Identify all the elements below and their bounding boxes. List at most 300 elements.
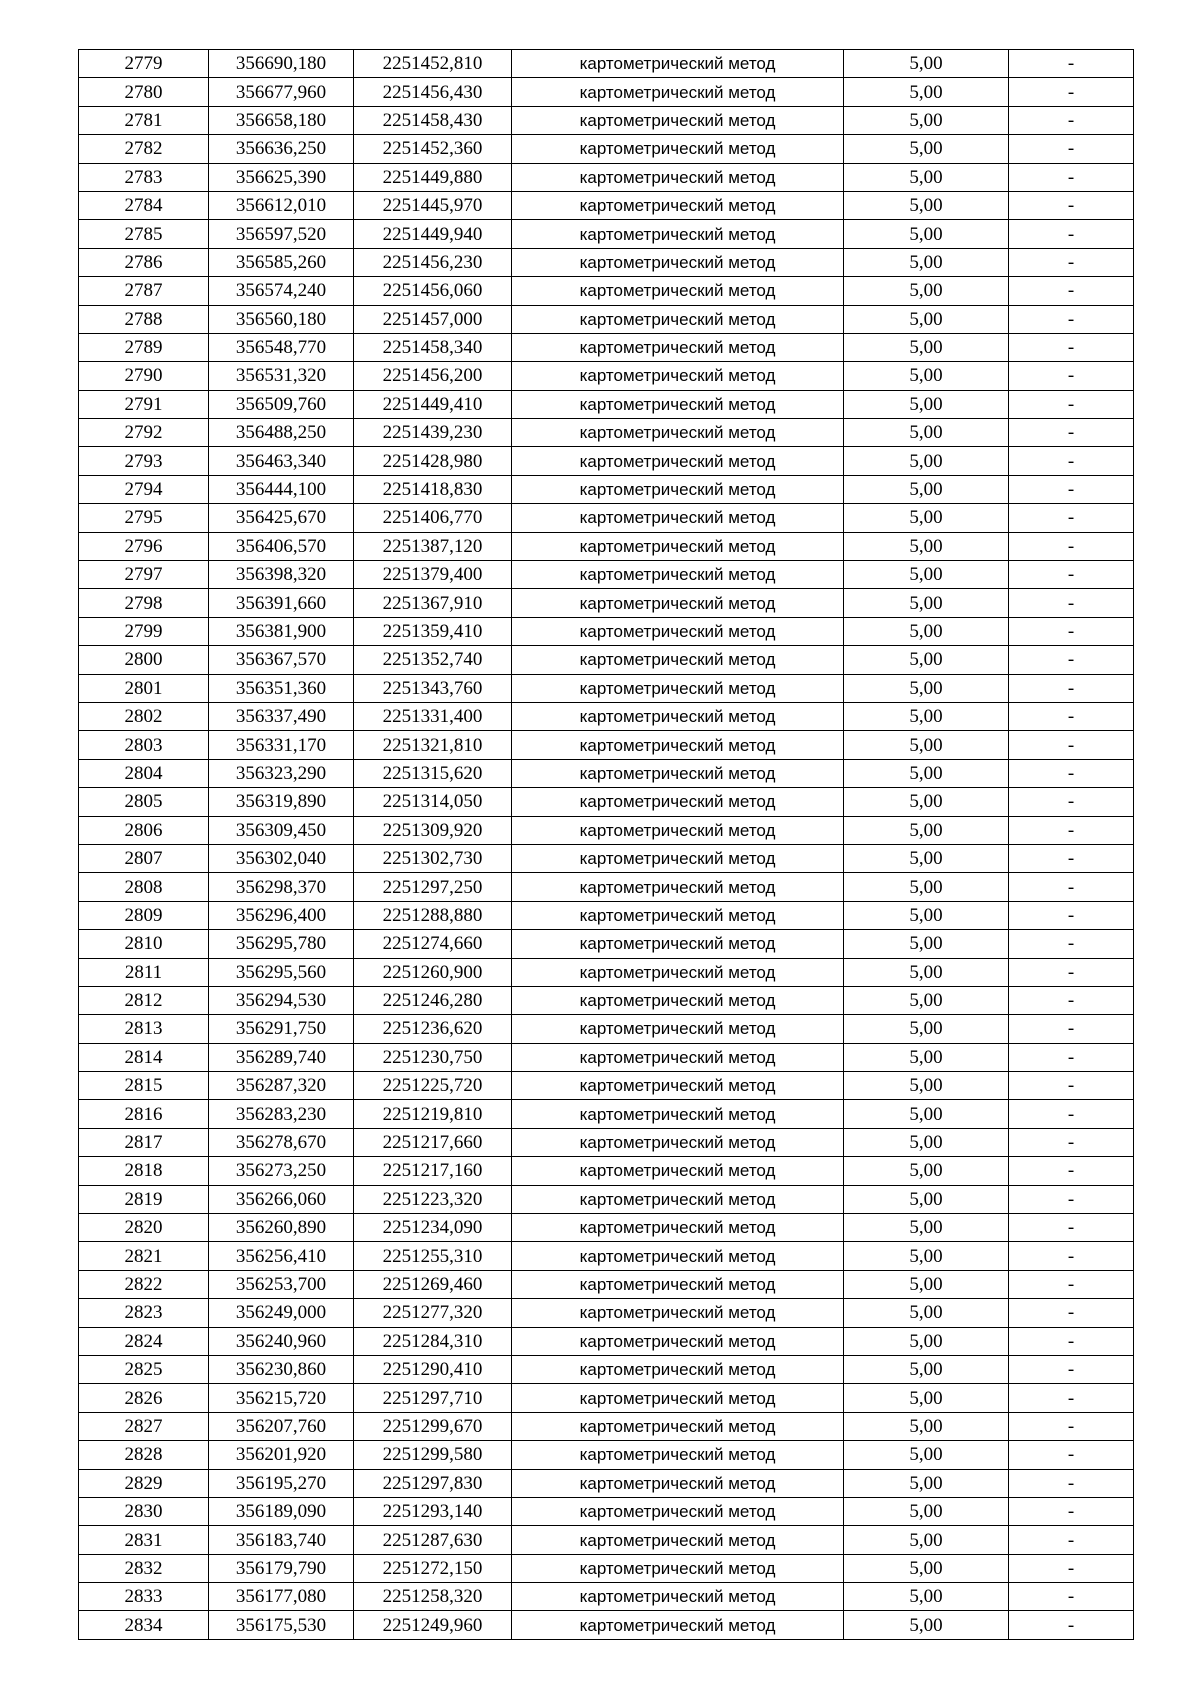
method-cell: картометрический метод	[512, 1327, 844, 1355]
point-number-cell: 2821	[79, 1242, 209, 1270]
y-coordinate-cell: 2251277,320	[354, 1299, 512, 1327]
method-cell: картометрический метод	[512, 1526, 844, 1554]
note-cell: -	[1009, 1526, 1134, 1554]
point-number-cell: 2780	[79, 78, 209, 106]
table-row	[79, 958, 1134, 986]
point-number-cell: 2826	[79, 1384, 209, 1412]
x-coordinate-cell: 356287,320	[209, 1072, 354, 1100]
note-cell: -	[1009, 702, 1134, 730]
table-row	[79, 674, 1134, 702]
note-cell: -	[1009, 78, 1134, 106]
method-cell: картометрический метод	[512, 986, 844, 1014]
point-number-cell: 2814	[79, 1043, 209, 1071]
table-row	[79, 135, 1134, 163]
method-cell: картометрический метод	[512, 390, 844, 418]
method-cell: картометрический метод	[512, 1497, 844, 1525]
note-cell: -	[1009, 731, 1134, 759]
note-cell: -	[1009, 1299, 1134, 1327]
y-coordinate-cell: 2251288,880	[354, 901, 512, 929]
accuracy-cell: 5,00	[844, 901, 1009, 929]
note-cell: -	[1009, 50, 1134, 78]
y-coordinate-cell: 2251458,340	[354, 333, 512, 361]
table-row	[79, 163, 1134, 191]
y-coordinate-cell: 2251299,580	[354, 1441, 512, 1469]
method-cell: картометрический метод	[512, 1100, 844, 1128]
accuracy-cell: 5,00	[844, 1128, 1009, 1156]
point-number-cell: 2803	[79, 731, 209, 759]
note-cell: -	[1009, 1355, 1134, 1383]
accuracy-cell: 5,00	[844, 561, 1009, 589]
note-cell: -	[1009, 674, 1134, 702]
point-number-cell: 2804	[79, 759, 209, 787]
note-cell: -	[1009, 106, 1134, 134]
x-coordinate-cell: 356183,740	[209, 1526, 354, 1554]
x-coordinate-cell: 356201,920	[209, 1441, 354, 1469]
accuracy-cell: 5,00	[844, 1611, 1009, 1639]
y-coordinate-cell: 2251302,730	[354, 844, 512, 872]
x-coordinate-cell: 356296,400	[209, 901, 354, 929]
note-cell: -	[1009, 1157, 1134, 1185]
point-number-cell: 2797	[79, 561, 209, 589]
method-cell: картометрический метод	[512, 1355, 844, 1383]
y-coordinate-cell: 2251331,400	[354, 702, 512, 730]
accuracy-cell: 5,00	[844, 1214, 1009, 1242]
accuracy-cell: 5,00	[844, 1554, 1009, 1582]
y-coordinate-cell: 2251223,320	[354, 1185, 512, 1213]
point-number-cell: 2834	[79, 1611, 209, 1639]
accuracy-cell: 5,00	[844, 447, 1009, 475]
method-cell: картометрический метод	[512, 1185, 844, 1213]
method-cell: картометрический метод	[512, 333, 844, 361]
x-coordinate-cell: 356331,170	[209, 731, 354, 759]
coordinates-table-body	[79, 50, 1134, 1640]
table-row	[79, 930, 1134, 958]
method-cell: картометрический метод	[512, 1583, 844, 1611]
accuracy-cell: 5,00	[844, 135, 1009, 163]
note-cell: -	[1009, 248, 1134, 276]
method-cell: картометрический метод	[512, 901, 844, 929]
y-coordinate-cell: 2251457,000	[354, 305, 512, 333]
y-coordinate-cell: 2251297,830	[354, 1469, 512, 1497]
method-cell: картометрический метод	[512, 163, 844, 191]
y-coordinate-cell: 2251456,430	[354, 78, 512, 106]
y-coordinate-cell: 2251260,900	[354, 958, 512, 986]
x-coordinate-cell: 356625,390	[209, 163, 354, 191]
x-coordinate-cell: 356289,740	[209, 1043, 354, 1071]
point-number-cell: 2807	[79, 844, 209, 872]
x-coordinate-cell: 356309,450	[209, 816, 354, 844]
note-cell: -	[1009, 277, 1134, 305]
method-cell: картометрический метод	[512, 50, 844, 78]
x-coordinate-cell: 356381,900	[209, 617, 354, 645]
note-cell: -	[1009, 1583, 1134, 1611]
x-coordinate-cell: 356612,010	[209, 191, 354, 219]
note-cell: -	[1009, 1469, 1134, 1497]
method-cell: картометрический метод	[512, 447, 844, 475]
y-coordinate-cell: 2251406,770	[354, 504, 512, 532]
accuracy-cell: 5,00	[844, 702, 1009, 730]
x-coordinate-cell: 356406,570	[209, 532, 354, 560]
accuracy-cell: 5,00	[844, 844, 1009, 872]
accuracy-cell: 5,00	[844, 191, 1009, 219]
table-row	[79, 1015, 1134, 1043]
point-number-cell: 2795	[79, 504, 209, 532]
y-coordinate-cell: 2251269,460	[354, 1270, 512, 1298]
accuracy-cell: 5,00	[844, 1583, 1009, 1611]
note-cell: -	[1009, 1412, 1134, 1440]
y-coordinate-cell: 2251272,150	[354, 1554, 512, 1582]
note-cell: -	[1009, 305, 1134, 333]
x-coordinate-cell: 356444,100	[209, 475, 354, 503]
table-row	[79, 305, 1134, 333]
note-cell: -	[1009, 1100, 1134, 1128]
accuracy-cell: 5,00	[844, 1412, 1009, 1440]
table-row	[79, 1441, 1134, 1469]
accuracy-cell: 5,00	[844, 504, 1009, 532]
method-cell: картометрический метод	[512, 419, 844, 447]
table-row	[79, 788, 1134, 816]
note-cell: -	[1009, 986, 1134, 1014]
table-row	[79, 1355, 1134, 1383]
accuracy-cell: 5,00	[844, 589, 1009, 617]
accuracy-cell: 5,00	[844, 788, 1009, 816]
y-coordinate-cell: 2251274,660	[354, 930, 512, 958]
x-coordinate-cell: 356189,090	[209, 1497, 354, 1525]
point-number-cell: 2791	[79, 390, 209, 418]
x-coordinate-cell: 356302,040	[209, 844, 354, 872]
note-cell: -	[1009, 958, 1134, 986]
y-coordinate-cell: 2251290,410	[354, 1355, 512, 1383]
y-coordinate-cell: 2251343,760	[354, 674, 512, 702]
x-coordinate-cell: 356351,360	[209, 674, 354, 702]
table-row	[79, 901, 1134, 929]
note-cell: -	[1009, 1242, 1134, 1270]
x-coordinate-cell: 356398,320	[209, 561, 354, 589]
y-coordinate-cell: 2251234,090	[354, 1214, 512, 1242]
accuracy-cell: 5,00	[844, 1072, 1009, 1100]
point-number-cell: 2790	[79, 362, 209, 390]
table-row	[79, 248, 1134, 276]
note-cell: -	[1009, 617, 1134, 645]
table-row	[79, 1469, 1134, 1497]
accuracy-cell: 5,00	[844, 163, 1009, 191]
accuracy-cell: 5,00	[844, 816, 1009, 844]
x-coordinate-cell: 356677,960	[209, 78, 354, 106]
note-cell: -	[1009, 1327, 1134, 1355]
y-coordinate-cell: 2251230,750	[354, 1043, 512, 1071]
coordinates-table	[78, 49, 1134, 1640]
accuracy-cell: 5,00	[844, 1242, 1009, 1270]
point-number-cell: 2811	[79, 958, 209, 986]
point-number-cell: 2785	[79, 220, 209, 248]
note-cell: -	[1009, 135, 1134, 163]
y-coordinate-cell: 2251246,280	[354, 986, 512, 1014]
method-cell: картометрический метод	[512, 731, 844, 759]
table-row	[79, 844, 1134, 872]
accuracy-cell: 5,00	[844, 419, 1009, 447]
table-row	[79, 390, 1134, 418]
accuracy-cell: 5,00	[844, 1043, 1009, 1071]
accuracy-cell: 5,00	[844, 1270, 1009, 1298]
point-number-cell: 2823	[79, 1299, 209, 1327]
y-coordinate-cell: 2251449,410	[354, 390, 512, 418]
y-coordinate-cell: 2251439,230	[354, 419, 512, 447]
table-row	[79, 1526, 1134, 1554]
method-cell: картометрический метод	[512, 646, 844, 674]
method-cell: картометрический метод	[512, 475, 844, 503]
x-coordinate-cell: 356294,530	[209, 986, 354, 1014]
y-coordinate-cell: 2251287,630	[354, 1526, 512, 1554]
note-cell: -	[1009, 1384, 1134, 1412]
x-coordinate-cell: 356179,790	[209, 1554, 354, 1582]
method-cell: картометрический метод	[512, 277, 844, 305]
y-coordinate-cell: 2251359,410	[354, 617, 512, 645]
y-coordinate-cell: 2251293,140	[354, 1497, 512, 1525]
accuracy-cell: 5,00	[844, 1526, 1009, 1554]
y-coordinate-cell: 2251219,810	[354, 1100, 512, 1128]
note-cell: -	[1009, 191, 1134, 219]
method-cell: картометрический метод	[512, 1441, 844, 1469]
accuracy-cell: 5,00	[844, 759, 1009, 787]
note-cell: -	[1009, 475, 1134, 503]
point-number-cell: 2818	[79, 1157, 209, 1185]
note-cell: -	[1009, 532, 1134, 560]
y-coordinate-cell: 2251449,940	[354, 220, 512, 248]
note-cell: -	[1009, 1270, 1134, 1298]
point-number-cell: 2817	[79, 1128, 209, 1156]
table-row	[79, 702, 1134, 730]
y-coordinate-cell: 2251452,360	[354, 135, 512, 163]
point-number-cell: 2819	[79, 1185, 209, 1213]
y-coordinate-cell: 2251225,720	[354, 1072, 512, 1100]
table-row	[79, 589, 1134, 617]
point-number-cell: 2808	[79, 873, 209, 901]
method-cell: картометрический метод	[512, 1214, 844, 1242]
method-cell: картометрический метод	[512, 1157, 844, 1185]
x-coordinate-cell: 356177,080	[209, 1583, 354, 1611]
note-cell: -	[1009, 646, 1134, 674]
table-row	[79, 759, 1134, 787]
point-number-cell: 2788	[79, 305, 209, 333]
point-number-cell: 2784	[79, 191, 209, 219]
point-number-cell: 2800	[79, 646, 209, 674]
point-number-cell: 2802	[79, 702, 209, 730]
accuracy-cell: 5,00	[844, 1327, 1009, 1355]
method-cell: картометрический метод	[512, 248, 844, 276]
note-cell: -	[1009, 1015, 1134, 1043]
accuracy-cell: 5,00	[844, 617, 1009, 645]
accuracy-cell: 5,00	[844, 873, 1009, 901]
table-row	[79, 1157, 1134, 1185]
note-cell: -	[1009, 362, 1134, 390]
point-number-cell: 2812	[79, 986, 209, 1014]
y-coordinate-cell: 2251456,230	[354, 248, 512, 276]
x-coordinate-cell: 356367,570	[209, 646, 354, 674]
method-cell: картометрический метод	[512, 504, 844, 532]
y-coordinate-cell: 2251258,320	[354, 1583, 512, 1611]
note-cell: -	[1009, 220, 1134, 248]
point-number-cell: 2828	[79, 1441, 209, 1469]
point-number-cell: 2831	[79, 1526, 209, 1554]
x-coordinate-cell: 356230,860	[209, 1355, 354, 1383]
x-coordinate-cell: 356240,960	[209, 1327, 354, 1355]
table-row	[79, 816, 1134, 844]
note-cell: -	[1009, 1214, 1134, 1242]
y-coordinate-cell: 2251236,620	[354, 1015, 512, 1043]
note-cell: -	[1009, 901, 1134, 929]
point-number-cell: 2815	[79, 1072, 209, 1100]
note-cell: -	[1009, 504, 1134, 532]
method-cell: картометрический метод	[512, 844, 844, 872]
y-coordinate-cell: 2251217,660	[354, 1128, 512, 1156]
point-number-cell: 2813	[79, 1015, 209, 1043]
accuracy-cell: 5,00	[844, 1015, 1009, 1043]
note-cell: -	[1009, 589, 1134, 617]
y-coordinate-cell: 2251452,810	[354, 50, 512, 78]
accuracy-cell: 5,00	[844, 333, 1009, 361]
accuracy-cell: 5,00	[844, 1469, 1009, 1497]
point-number-cell: 2833	[79, 1583, 209, 1611]
note-cell: -	[1009, 390, 1134, 418]
table-row	[79, 106, 1134, 134]
y-coordinate-cell: 2251458,430	[354, 106, 512, 134]
accuracy-cell: 5,00	[844, 475, 1009, 503]
accuracy-cell: 5,00	[844, 305, 1009, 333]
x-coordinate-cell: 356278,670	[209, 1128, 354, 1156]
x-coordinate-cell: 356658,180	[209, 106, 354, 134]
point-number-cell: 2816	[79, 1100, 209, 1128]
x-coordinate-cell: 356256,410	[209, 1242, 354, 1270]
point-number-cell: 2786	[79, 248, 209, 276]
table-row	[79, 1043, 1134, 1071]
note-cell: -	[1009, 1128, 1134, 1156]
note-cell: -	[1009, 1072, 1134, 1100]
y-coordinate-cell: 2251456,200	[354, 362, 512, 390]
method-cell: картометрический метод	[512, 873, 844, 901]
x-coordinate-cell: 356195,270	[209, 1469, 354, 1497]
y-coordinate-cell: 2251387,120	[354, 532, 512, 560]
x-coordinate-cell: 356463,340	[209, 447, 354, 475]
method-cell: картометрический метод	[512, 1242, 844, 1270]
x-coordinate-cell: 356298,370	[209, 873, 354, 901]
method-cell: картометрический метод	[512, 1015, 844, 1043]
method-cell: картометрический метод	[512, 191, 844, 219]
x-coordinate-cell: 356249,000	[209, 1299, 354, 1327]
y-coordinate-cell: 2251255,310	[354, 1242, 512, 1270]
point-number-cell: 2796	[79, 532, 209, 560]
table-row	[79, 1554, 1134, 1582]
point-number-cell: 2789	[79, 333, 209, 361]
point-number-cell: 2792	[79, 419, 209, 447]
table-row	[79, 986, 1134, 1014]
x-coordinate-cell: 356266,060	[209, 1185, 354, 1213]
x-coordinate-cell: 356560,180	[209, 305, 354, 333]
point-number-cell: 2781	[79, 106, 209, 134]
table-row	[79, 78, 1134, 106]
accuracy-cell: 5,00	[844, 958, 1009, 986]
point-number-cell: 2794	[79, 475, 209, 503]
point-number-cell: 2809	[79, 901, 209, 929]
x-coordinate-cell: 356175,530	[209, 1611, 354, 1639]
y-coordinate-cell: 2251352,740	[354, 646, 512, 674]
x-coordinate-cell: 356585,260	[209, 248, 354, 276]
method-cell: картометрический метод	[512, 1128, 844, 1156]
table-row	[79, 1214, 1134, 1242]
method-cell: картометрический метод	[512, 1412, 844, 1440]
method-cell: картометрический метод	[512, 1270, 844, 1298]
accuracy-cell: 5,00	[844, 1355, 1009, 1383]
point-number-cell: 2805	[79, 788, 209, 816]
method-cell: картометрический метод	[512, 1384, 844, 1412]
y-coordinate-cell: 2251284,310	[354, 1327, 512, 1355]
x-coordinate-cell: 356597,520	[209, 220, 354, 248]
y-coordinate-cell: 2251297,710	[354, 1384, 512, 1412]
accuracy-cell: 5,00	[844, 674, 1009, 702]
note-cell: -	[1009, 447, 1134, 475]
note-cell: -	[1009, 561, 1134, 589]
table-row	[79, 1128, 1134, 1156]
table-row	[79, 1299, 1134, 1327]
accuracy-cell: 5,00	[844, 646, 1009, 674]
table-row	[79, 646, 1134, 674]
table-row	[79, 419, 1134, 447]
accuracy-cell: 5,00	[844, 930, 1009, 958]
method-cell: картометрический метод	[512, 759, 844, 787]
x-coordinate-cell: 356253,700	[209, 1270, 354, 1298]
y-coordinate-cell: 2251456,060	[354, 277, 512, 305]
method-cell: картометрический метод	[512, 930, 844, 958]
accuracy-cell: 5,00	[844, 1441, 1009, 1469]
accuracy-cell: 5,00	[844, 1384, 1009, 1412]
method-cell: картометрический метод	[512, 1299, 844, 1327]
note-cell: -	[1009, 333, 1134, 361]
y-coordinate-cell: 2251217,160	[354, 1157, 512, 1185]
x-coordinate-cell: 356260,890	[209, 1214, 354, 1242]
y-coordinate-cell: 2251315,620	[354, 759, 512, 787]
table-row	[79, 1497, 1134, 1525]
table-row	[79, 731, 1134, 759]
x-coordinate-cell: 356690,180	[209, 50, 354, 78]
accuracy-cell: 5,00	[844, 277, 1009, 305]
x-coordinate-cell: 356283,230	[209, 1100, 354, 1128]
accuracy-cell: 5,00	[844, 532, 1009, 560]
method-cell: картометрический метод	[512, 1554, 844, 1582]
y-coordinate-cell: 2251299,670	[354, 1412, 512, 1440]
accuracy-cell: 5,00	[844, 106, 1009, 134]
method-cell: картометрический метод	[512, 674, 844, 702]
x-coordinate-cell: 356531,320	[209, 362, 354, 390]
x-coordinate-cell: 356636,250	[209, 135, 354, 163]
table-row	[79, 191, 1134, 219]
table-row	[79, 617, 1134, 645]
table-row	[79, 277, 1134, 305]
table-row	[79, 1384, 1134, 1412]
point-number-cell: 2793	[79, 447, 209, 475]
note-cell: -	[1009, 1441, 1134, 1469]
y-coordinate-cell: 2251418,830	[354, 475, 512, 503]
y-coordinate-cell: 2251445,970	[354, 191, 512, 219]
x-coordinate-cell: 356425,670	[209, 504, 354, 532]
accuracy-cell: 5,00	[844, 248, 1009, 276]
point-number-cell: 2779	[79, 50, 209, 78]
y-coordinate-cell: 2251314,050	[354, 788, 512, 816]
accuracy-cell: 5,00	[844, 1157, 1009, 1185]
x-coordinate-cell: 356319,890	[209, 788, 354, 816]
accuracy-cell: 5,00	[844, 1299, 1009, 1327]
method-cell: картометрический метод	[512, 532, 844, 560]
x-coordinate-cell: 356574,240	[209, 277, 354, 305]
accuracy-cell: 5,00	[844, 50, 1009, 78]
